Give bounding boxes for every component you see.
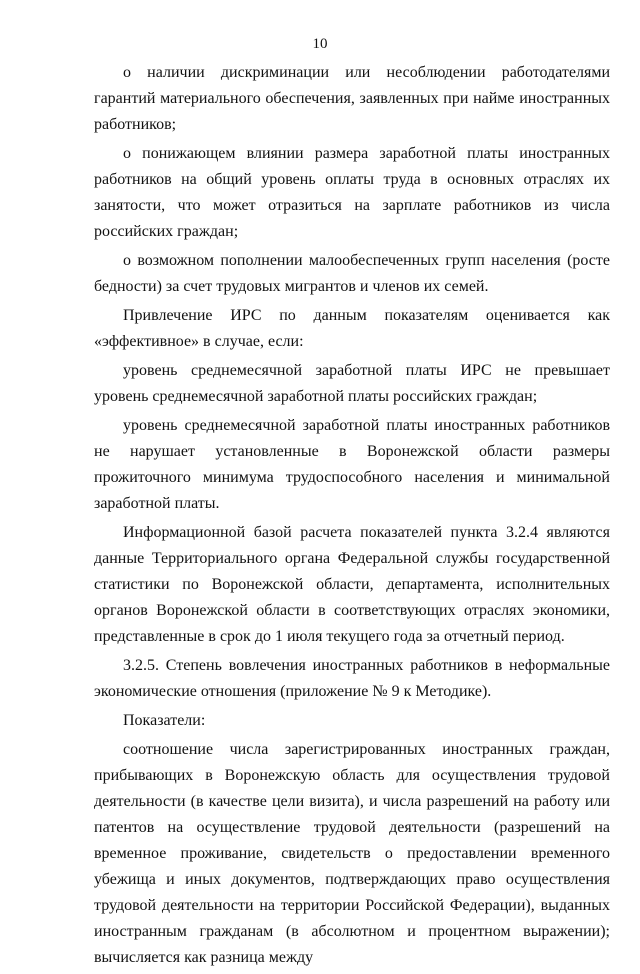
paragraph: Информационной базой расчета показателей пункта 3.2.4 являются данные Территориального органа Федеральной службы государственной статистики по Воронежской области, департамента, исполнительных органов Воронежской области в соответствующих отраслях экономики, представленные в срок до 1 июля текущего года за отчетный период. xyxy=(94,524,610,645)
paragraph: Привлечение ИРС по данным показателям оценивается как «эффективное» в случае, если: xyxy=(94,307,610,350)
paragraph: о возможном пополнении малообеспеченных групп населения (росте бедности) за счет трудовых мигрантов и членов их семей. xyxy=(94,252,610,295)
paragraph: уровень среднемесячной заработной платы ИРС не превышает уровень среднемесячной заработной платы российских граждан; xyxy=(94,362,610,405)
document-body xyxy=(94,60,610,974)
page-number: 10 xyxy=(312,36,328,52)
paragraph: о наличии дискриминации или несоблюдении работодателями гарантий материального обеспечения, заявленных при найме иностранных работников; xyxy=(94,64,610,133)
paragraph: уровень среднемесячной заработной платы иностранных работников не нарушает установленные в Воронежской области размеры прожиточного минимума трудоспособного населения и минимальной заработной платы. xyxy=(94,417,610,512)
paragraph: соотношение числа зарегистрированных иностранных граждан, прибывающих в Воронежскую область для осуществления трудовой деятельности (в качестве цели визита), и числа разрешений на работу или патентов на осуществление трудовой деятельности (разрешений на временное проживание, свидетельств о предоставлении временного убежища и иных документов, подтверждающих право осуществления трудовой деятельности на территории Российской Федерации), выданных иностранным гражданам (в абсолютном и процентном выражении); вычисляется как разница между xyxy=(94,741,610,966)
paragraph: Показатели: xyxy=(123,712,206,729)
paragraph: о понижающем влиянии размера заработной платы иностранных работников на общий уровень оплаты труда в основных отраслях их занятости, что может отразиться на зарплате работников из числа российских граждан; xyxy=(94,145,610,240)
section-heading: 3.2.5. Степень вовлечения иностранных работников в неформальные экономические отношения (приложение № 9 к Методике). xyxy=(94,657,610,700)
